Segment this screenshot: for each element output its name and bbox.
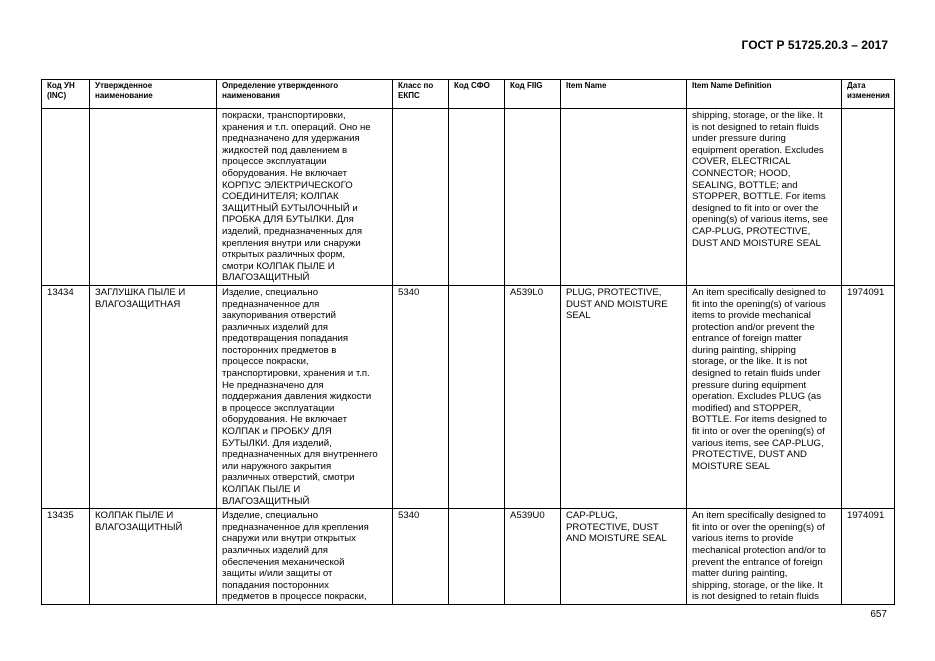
cell-item-name-definition: An item specifically designed to fit into or over the opening(s) of various items to provide mechanical protection and/or to prevent the entrance of foreign matter during painting, shipping, storage, or the like. It is not designed to retain fluids — [687, 509, 842, 605]
cell-fiig-code: A539L0 — [505, 285, 561, 508]
table-row — [42, 509, 895, 605]
col-header-item-name: Item Name — [561, 80, 687, 109]
col-header-change-date: Дата изменения — [842, 80, 895, 109]
cell-ekps-class — [393, 109, 449, 286]
cell-item-name: PLUG, PROTECTIVE, DUST AND MOISTURE SEAL — [561, 285, 687, 508]
col-header-definition: Определение утвержденного наименования — [217, 80, 393, 109]
cell-definition: Изделие, специально предназначенное для закупоривания отверстий различных изделий для предотвращения попадания посторонних предметов в процессе покраски, транспортировки, хранения и т.п. Не предназначено для поддержания давления жидкости в процессе эксплуатации оборудования. Не включает КОЛПАК и ПРОБКУ ДЛЯ БУТЫЛКИ. Для изделий, предназначенных для внутреннего или наружного закрытия различных отверстий, смотри КОЛПАК ПЫЛЕ И ВЛАГОЗАЩИТНЫЙ — [217, 285, 393, 508]
col-header-ekps-class: Класс по ЕКПС — [393, 80, 449, 109]
document-header: ГОСТ Р 51725.20.3 – 2017 — [741, 38, 888, 52]
cell-sfo-code — [449, 109, 505, 286]
cell-code-un: 13434 — [42, 285, 90, 508]
cell-change-date — [842, 109, 895, 286]
col-header-code-un: Код УН (INC) — [42, 80, 90, 109]
table-row — [42, 285, 895, 508]
cell-approved-name: КОЛПАК ПЫЛЕ И ВЛАГОЗАЩИТНЫЙ — [90, 509, 217, 605]
cell-code-un — [42, 109, 90, 286]
col-header-approved-name: Утвержденное наименование — [90, 80, 217, 109]
page-number: 657 — [870, 609, 887, 620]
cell-sfo-code — [449, 509, 505, 605]
cell-code-un: 13435 — [42, 509, 90, 605]
cell-sfo-code — [449, 285, 505, 508]
cell-fiig-code — [505, 109, 561, 286]
cell-definition: покраски, транспортировки, хранения и т.п. операций. Оно не предназначено для удержания жидкостей под давлением в процессе эксплуатации оборудования. Не включает КОРПУС ЭЛЕКТРИЧЕСКОГО СОЕДИНИТЕЛЯ; КОЛПАК ЗАЩИТНЫЙ БУТЫЛОЧНЫЙ и ПРОБКА ДЛЯ БУТЫЛКИ. Для изделий, предназначенных для крепления внутри или снаружи открытых различных форм, смотри КОЛПАК ПЫЛЕ И ВЛАГОЗАЩИТНЫЙ — [217, 109, 393, 286]
col-header-item-name-definition: Item Name Definition — [687, 80, 842, 109]
table-row — [42, 109, 895, 286]
cell-approved-name — [90, 109, 217, 286]
cell-change-date: 1974091 — [842, 509, 895, 605]
cell-item-name — [561, 109, 687, 286]
col-header-sfo-code: Код СФО — [449, 80, 505, 109]
cell-item-name: CAP-PLUG, PROTECTIVE, DUST AND MOISTURE SEAL — [561, 509, 687, 605]
cell-ekps-class: 5340 — [393, 509, 449, 605]
col-header-fiig-code: Код FIIG — [505, 80, 561, 109]
cell-item-name-definition: shipping, storage, or the like. It is not designed to retain fluids under pressure during equipment operation. Excludes COVER, ELECTRICAL CONNECTOR; HOOD, SEALING, BOTTLE; and STOPPER, BOTTLE. For items designed to fit into or over the opening(s) of various items, see CAP-PLUG, PROTECTIVE, DUST AND MOISTURE SEAL — [687, 109, 842, 286]
cell-change-date: 1974091 — [842, 285, 895, 508]
cell-fiig-code: A539U0 — [505, 509, 561, 605]
cell-approved-name: ЗАГЛУШКА ПЫЛЕ И ВЛАГОЗАЩИТНАЯ — [90, 285, 217, 508]
table-header-row — [42, 80, 895, 109]
cell-definition: Изделие, специально предназначенное для крепления снаружи или внутри открытых различных изделий для обеспечения механической защиты и/или защиты от попадания посторонних предметов в процессе покраски, — [217, 509, 393, 605]
cell-item-name-definition: An item specifically designed to fit into the opening(s) of various items to provide mechanical protection and/or prevent the entrance of foreign matter during painting, shipping storage, or the like. It is not designed to retain fluids under pressure during equipment operation. Excludes PLUG (as modified) and STOPPER, BOTTLE. For items designed to fit into or over the opening(s) of various items, see CAP-PLUG, PROTECTIVE, DUST AND MOISTURE SEAL — [687, 285, 842, 508]
cell-ekps-class: 5340 — [393, 285, 449, 508]
nomenclature-table — [41, 79, 895, 605]
